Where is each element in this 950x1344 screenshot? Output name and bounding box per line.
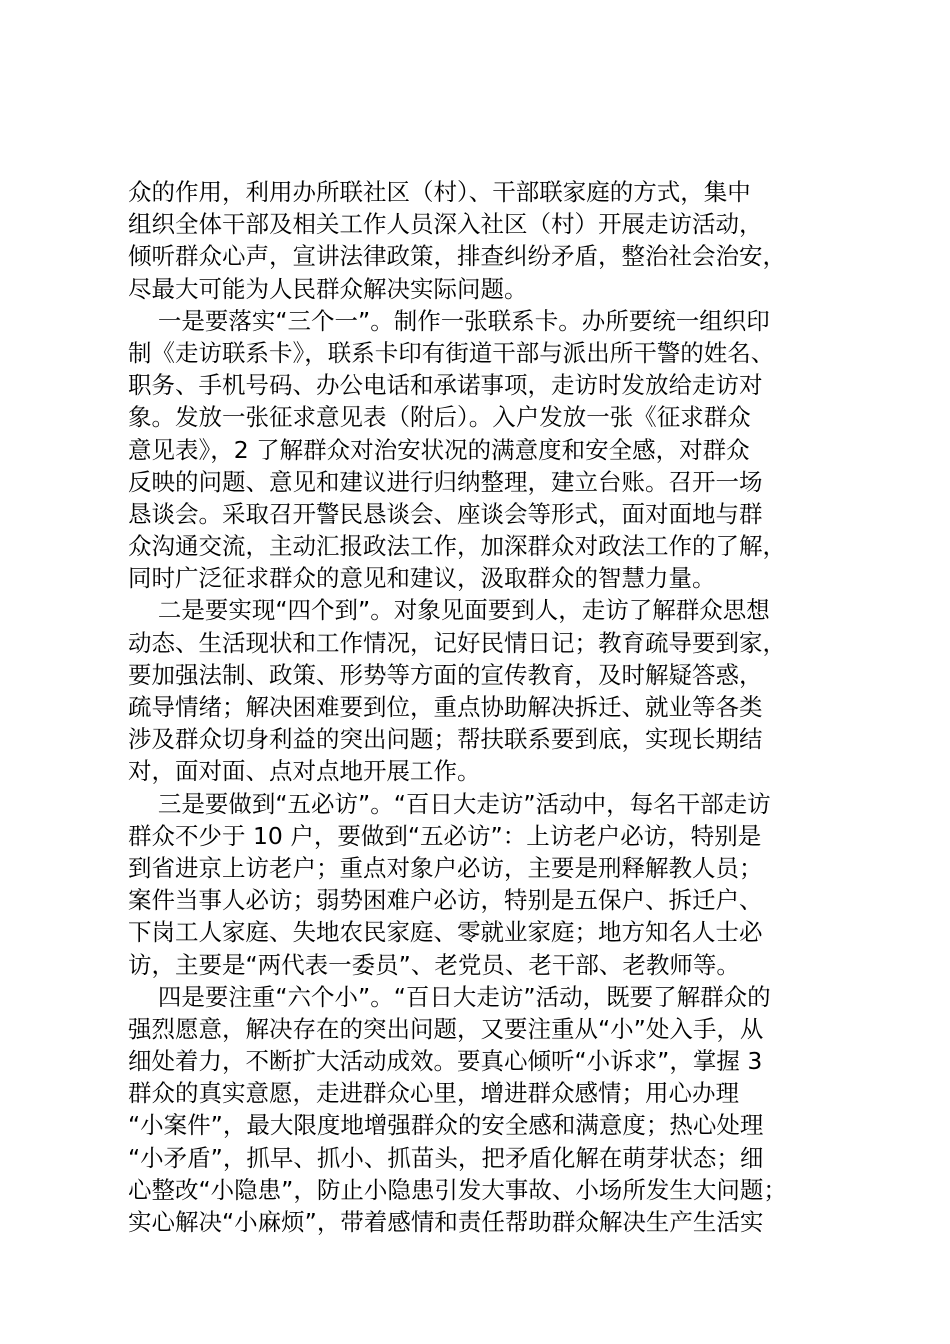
text-line: 四是要注重“六个小”。“百日大走访”活动，既要了解群众的 <box>128 982 771 1011</box>
text-line: 象。发放一张征求意见表（附后）。入户发放一张《征求群众 <box>128 403 751 432</box>
text-line: 心整改“小隐患”，防止小隐患引发大事故、小场所发生大问题； <box>128 1175 787 1204</box>
text-line: 群众不少于 10 户，要做到“五必访”：上访老户必访，特别是 <box>128 821 762 850</box>
text-line: 职务、手机号码、办公电话和承诺事项，走访时发放给走访对 <box>128 371 763 400</box>
text-line: 涉及群众切身利益的突出问题；帮扶联系要到底，实现长期结 <box>128 725 763 754</box>
text-line: 尽最大可能为人民群众解决实际问题。 <box>128 274 528 303</box>
text-line: 众沟通交流，主动汇报政法工作，加深群众对政法工作的了解， <box>128 532 786 561</box>
text-line: 强烈愿意，解决存在的突出问题，又要注重从“小”处入手，从 <box>128 1014 764 1043</box>
text-line: 意见表》，2 了解群众对治安状况的满意度和安全感，对群众 <box>128 435 750 464</box>
text-line: 制《走访联系卡》，联系卡印有街道干部与派出所干警的姓名、 <box>128 338 775 367</box>
text-line: 众的作用，利用办所联社区（村）、干部联家庭的方式，集中 <box>128 178 751 206</box>
text-line: 要加强法制、政策、形势等方面的宣传教育，及时解疑答惑， <box>128 660 763 689</box>
text-line: 细处着力，不断扩大活动成效。要真心倾听“小诉求”，掌握 3 <box>128 1047 763 1076</box>
text-line: 群众的真实意愿，走进群众心里，增进群众感情；用心办理 <box>128 1079 739 1108</box>
text-line: 实心解决“小麻烦”，带着感情和责任帮助群众解决生产生活实 <box>128 1208 764 1236</box>
text-line: 恳谈会。采取召开警民恳谈会、座谈会等形式，面对面地与群 <box>128 499 763 528</box>
text-line: 反映的问题、意见和建议进行归纳整理，建立台账。召开一场 <box>128 467 763 496</box>
text-line: 二是要实现“四个到”。对象见面要到人，走访了解群众思想 <box>128 596 770 625</box>
text-line: “小矛盾”，抓早、抓小、抓苗头，把矛盾化解在萌芽状态；细 <box>128 1143 764 1172</box>
text-line: 一是要落实“三个一”。制作一张联系卡。办所要统一组织印 <box>128 306 770 335</box>
text-line: 同时广泛征求群众的意见和建议，汲取群众的智慧力量。 <box>128 564 716 593</box>
text-line: “小案件”，最大限度地增强群众的安全感和满意度；热心处理 <box>128 1111 764 1140</box>
text-line: 三是要做到“五必访”。“百日大走访”活动中，每名干部走访 <box>128 789 771 818</box>
text-line: 动态、生活现状和工作情况，记好民情日记；教育疏导要到家， <box>128 628 786 657</box>
text-line: 疏导情绪；解决困难要到位，重点协助解决拆迁、就业等各类 <box>128 693 763 721</box>
text-line: 倾听群众心声，宣讲法律政策，排查纠纷矛盾，整治社会治安， <box>128 242 786 271</box>
body-text <box>128 176 843 1238</box>
text-line: 对，面对面、点对点地开展工作。 <box>128 757 481 786</box>
text-line: 案件当事人必访；弱势困难户必访，特别是五保户、拆迁户、 <box>128 886 763 915</box>
text-line: 到省进京上访老户；重点对象户必访，主要是刑释解教人员； <box>128 853 763 882</box>
text-line: 访，主要是“两代表一委员”、老党员、老干部、老教师等。 <box>128 950 740 979</box>
text-line: 下岗工人家庭、失地农民家庭、零就业家庭；地方知名人士必 <box>128 918 763 947</box>
text-line: 组织全体干部及相关工作人员深入社区（村）开展走访活动， <box>128 210 763 239</box>
